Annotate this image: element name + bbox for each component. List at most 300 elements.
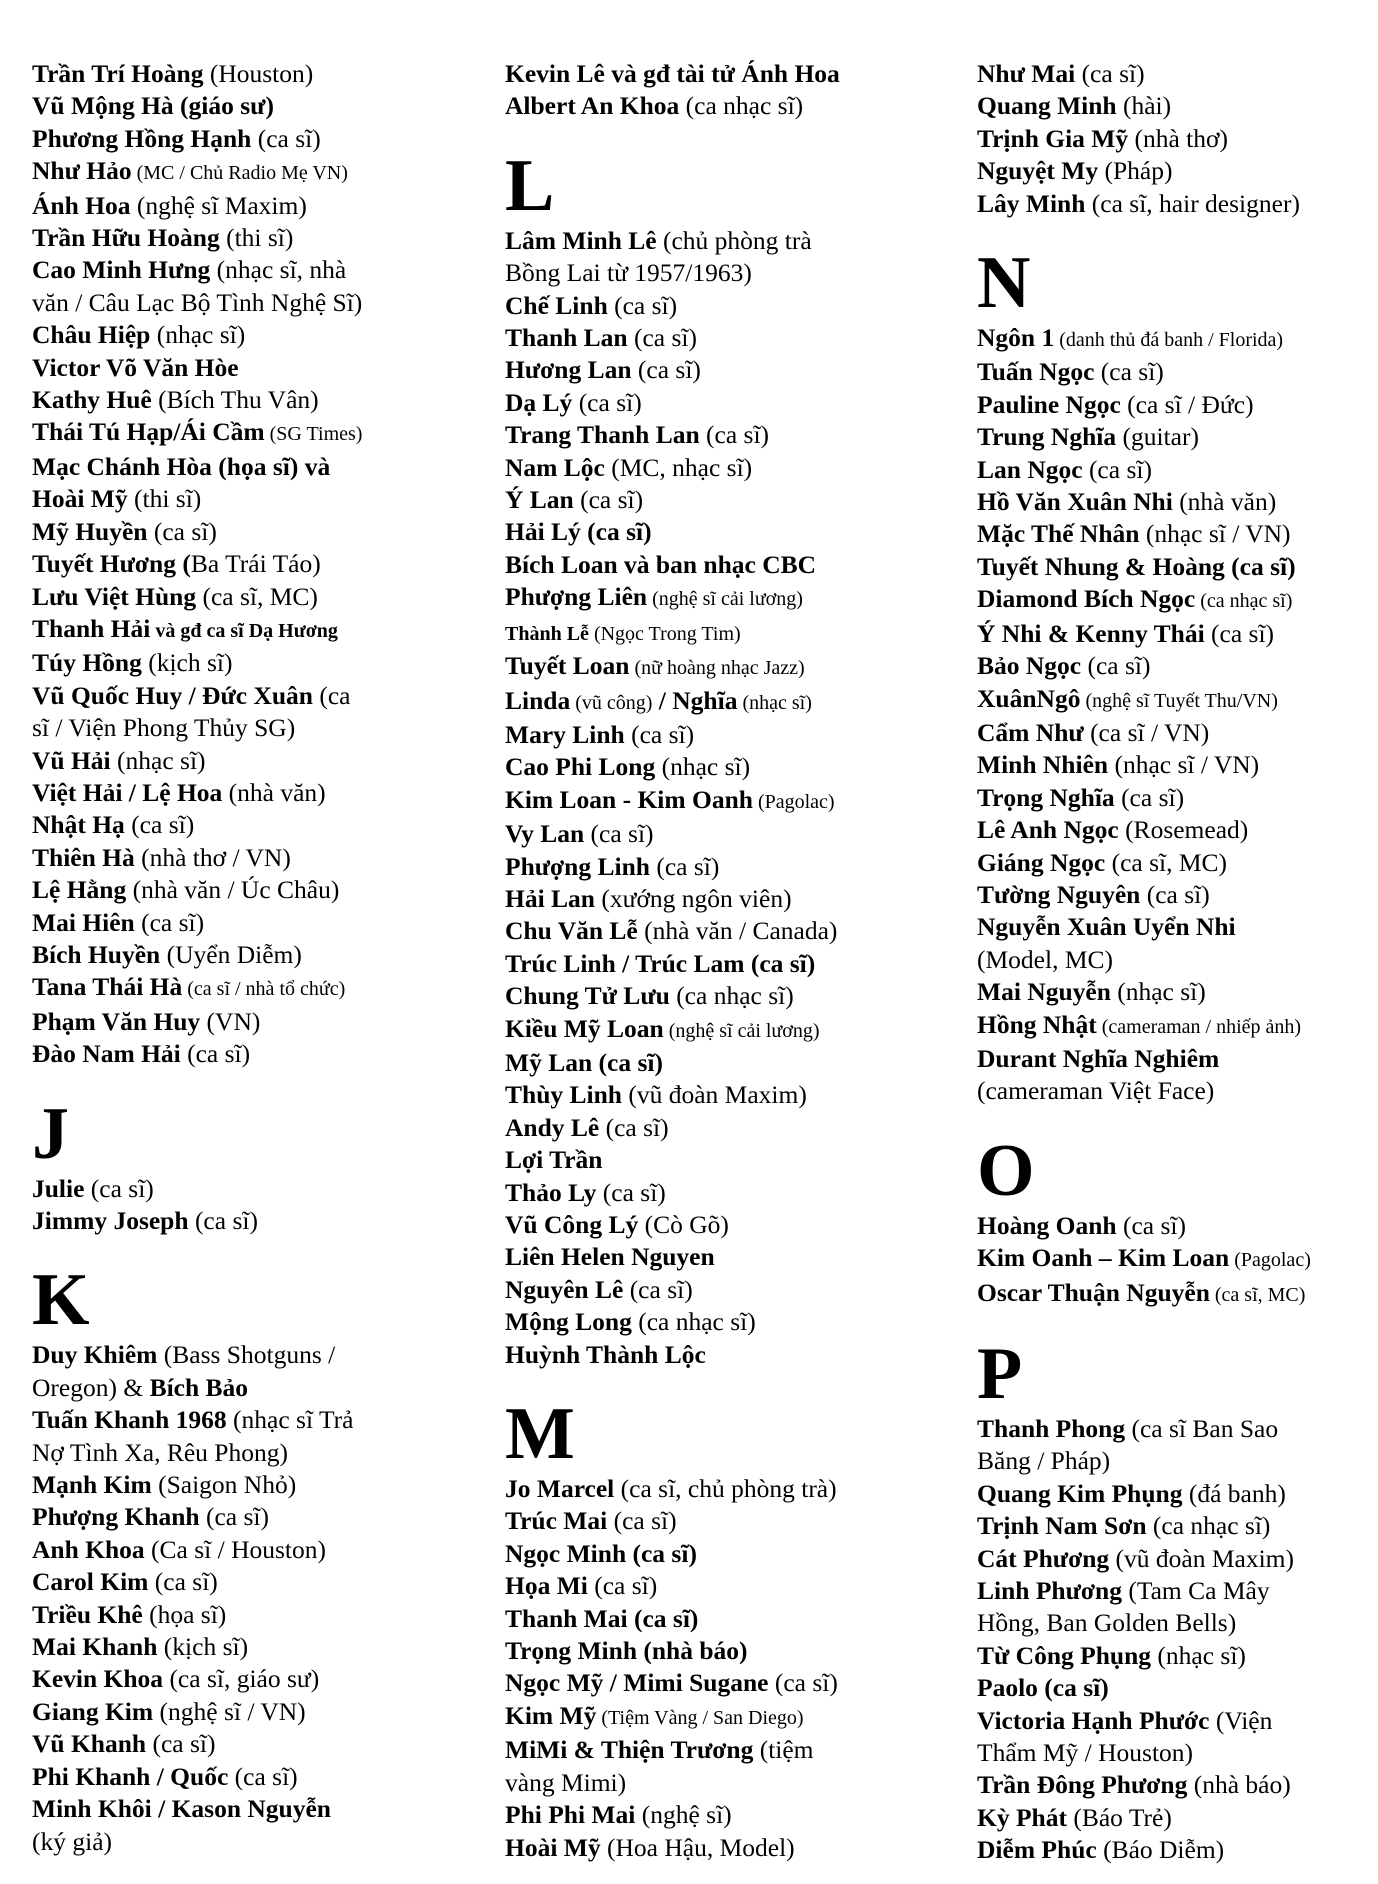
column-1	[32, 58, 462, 1858]
entry-name: Kỳ Phát	[977, 1802, 1067, 1832]
entry-line	[505, 387, 945, 419]
entry-name: Ngọc Mỹ / Mimi Sugane	[505, 1668, 769, 1698]
entry-line	[32, 451, 462, 483]
entry-name: Hải Lan	[505, 883, 595, 913]
entry-line	[977, 356, 1372, 388]
letter-section	[505, 58, 945, 123]
entry-line	[977, 518, 1372, 550]
entry-line	[977, 814, 1372, 846]
entry-name: Triều Khê	[32, 1599, 143, 1629]
entry-line	[505, 1274, 945, 1306]
entry-line	[32, 939, 462, 971]
entry-line	[977, 1640, 1372, 1672]
entry-note: (ca sĩ)	[1204, 618, 1275, 648]
entry-note: (nhạc sĩ)	[110, 745, 206, 775]
entry-line	[977, 389, 1372, 421]
entry-note: (đá banh)	[1182, 1478, 1286, 1508]
entry-note: (ca sĩ)	[147, 516, 217, 546]
entry-note: (nữ hoàng nhạc Jazz)	[629, 657, 805, 680]
entry-line	[505, 851, 945, 883]
entry-line	[32, 222, 462, 254]
entry-note: (VN)	[200, 1006, 261, 1036]
entry-note: (guitar)	[1116, 422, 1199, 452]
entry-line	[977, 911, 1372, 943]
entry-note: (Bass Shotguns /	[157, 1340, 336, 1370]
entry-name: Chu Văn Lễ	[505, 916, 638, 946]
entry-note: Hồng, Ban Golden Bells)	[977, 1608, 1237, 1638]
entry-name: Tuyết Nhung & Hoàng (ca sĩ)	[977, 551, 1296, 581]
entry-name: Hải Lý (ca sĩ)	[505, 517, 652, 547]
entry-name: Từ Công Phụng	[977, 1640, 1152, 1670]
entry-line	[977, 90, 1372, 122]
entry-name: Phượng Linh	[505, 851, 650, 881]
entry-name: Cao Phi Long	[505, 752, 656, 782]
entry-note: (ca sĩ)	[134, 907, 205, 937]
entry-note: (ca sĩ)	[607, 290, 678, 320]
entry-note: (ca sĩ)	[84, 1173, 154, 1203]
entry-note: (ca	[312, 680, 351, 710]
entry-name: Ánh Hoa	[32, 190, 131, 220]
entry-name: Trịnh Gia Mỹ	[977, 123, 1129, 153]
entry-line	[32, 647, 462, 679]
entry-name: Họa Mi	[505, 1571, 588, 1601]
entry-note: (Pháp)	[1098, 156, 1173, 186]
entry-note: (ca sĩ Ban Sao	[1125, 1414, 1279, 1443]
entry-name: Bích Loan và ban nhạc CBC	[505, 549, 817, 579]
section-letter-heading: M	[505, 1393, 575, 1476]
entry-line	[977, 1242, 1372, 1276]
entry-line	[505, 225, 945, 257]
entry-note: (ca sĩ)	[768, 1668, 838, 1698]
entry-line	[977, 1672, 1372, 1704]
entry-line	[32, 613, 462, 647]
entry-note: (ca sĩ, MC)	[1209, 1283, 1306, 1306]
entry-name: Phương Hồng Hạnh	[32, 123, 252, 153]
entry-note: (vũ đoàn Maxim)	[621, 1080, 807, 1110]
entry-name: Andy Lê	[505, 1112, 600, 1142]
entry-line	[505, 290, 945, 322]
entry-name: Nguyệt My	[977, 156, 1099, 186]
entry-note: Nợ Tình Xa, Rêu Phong)	[32, 1437, 288, 1467]
entry-line	[977, 155, 1372, 187]
entry-note: (ca sĩ)	[1116, 1210, 1186, 1240]
entry-note: (nhà văn)	[222, 777, 326, 807]
entry-name: Ngôn 1	[977, 323, 1055, 353]
entry-line	[32, 155, 462, 189]
entry-line	[505, 1177, 945, 1209]
entry-name: Thái Tú Hạp/Ái Cầm	[32, 417, 265, 447]
entry-name: Lệ Hằng	[32, 875, 127, 905]
entry-name: Trung Nghĩa	[977, 422, 1117, 452]
entry-line	[505, 616, 945, 650]
entry-note: (vũ đoàn Maxim)	[1109, 1543, 1294, 1573]
entry-note: (ký giả)	[32, 1826, 113, 1856]
entry-note: (Ngọc Trong Tim)	[588, 622, 741, 645]
entry-name: Mạc Chánh Hòa (họa sĩ) và	[32, 451, 331, 481]
entry-line	[977, 1445, 1372, 1477]
entry-name: Nam Lộc	[505, 452, 605, 482]
entry-note: (thi sĩ)	[127, 484, 202, 514]
entry-note: Băng / Pháp)	[977, 1446, 1111, 1476]
entry-line	[977, 1277, 1372, 1311]
entry-line	[977, 188, 1372, 220]
entry-note: (ca nhạc sĩ)	[679, 91, 804, 121]
entry-name: Phượng Liên	[505, 582, 648, 612]
entry-line	[32, 1501, 462, 1533]
entry-name: Mỹ Lan (ca sĩ)	[505, 1047, 663, 1077]
section-letter-heading: J	[32, 1092, 69, 1175]
entry-line	[505, 257, 945, 289]
entry-line	[977, 749, 1372, 781]
entry-name: Lây Minh	[977, 188, 1086, 218]
entry-line	[977, 683, 1372, 717]
entry-line	[505, 980, 945, 1012]
entry-name: Vũ Khanh	[32, 1729, 147, 1759]
entry-name: Mai Hiên	[32, 907, 135, 937]
entry-name: Thảo Ly	[505, 1177, 597, 1207]
entry-name: Albert An Khoa	[505, 91, 680, 121]
entry-line	[977, 1043, 1372, 1075]
entry-line	[505, 1013, 945, 1047]
entry-line	[32, 712, 462, 744]
entry-name: Châu Hiệp	[32, 320, 151, 350]
entry-note: (danh thủ đá banh / Florida)	[1054, 329, 1284, 352]
entry-line	[977, 583, 1372, 617]
entry-name: Kim Loan - Kim Oanh	[505, 784, 753, 814]
entry-note: (ca nhạc sĩ)	[1195, 590, 1293, 613]
entry-line	[32, 90, 462, 122]
entry-line	[505, 354, 945, 386]
entry-line	[505, 322, 945, 354]
entry-name: Trọng Minh (nhà báo)	[505, 1636, 748, 1666]
entry-line	[505, 1570, 945, 1602]
entry-line	[32, 809, 462, 841]
entry-name: Thanh Mai (ca sĩ)	[505, 1603, 699, 1633]
entry-note: (ca sĩ)	[1082, 454, 1152, 484]
entry-note: (ca nhạc sĩ)	[631, 1307, 756, 1337]
entry-note: (Viện	[1209, 1705, 1273, 1735]
entry-note: (ca sĩ)	[148, 1567, 218, 1597]
entry-note: (ca sĩ)	[623, 1274, 693, 1304]
entry-name: Dạ Lý	[505, 387, 573, 417]
entry-name: Chung Tử Lưu	[505, 981, 670, 1011]
entry-line	[32, 1566, 462, 1598]
entry-note: (ca sĩ / VN)	[1083, 717, 1210, 747]
entry-note: (nhạc sĩ / VN)	[1139, 519, 1291, 549]
entry-line	[32, 1372, 462, 1404]
section-letter-heading: L	[505, 144, 555, 227]
entry-name: Thiên Hà	[32, 842, 135, 872]
entry-note: (Cò Gõ)	[638, 1210, 729, 1239]
entry-line	[505, 1700, 945, 1734]
entry-note: (ca sĩ)	[199, 1502, 270, 1532]
entry-name: Trần Hữu Hoàng	[32, 223, 220, 253]
entry-name: Nguyên Lê	[505, 1274, 624, 1304]
entry-line	[32, 1761, 462, 1793]
entry-name: Ngọc Minh (ca sĩ)	[505, 1538, 697, 1568]
entry-note: (cameraman Việt Face)	[977, 1076, 1215, 1106]
entry-line	[32, 1038, 462, 1070]
entry-name: Mary Linh	[505, 719, 625, 749]
entry-line	[505, 1241, 945, 1273]
letter-section	[977, 58, 1372, 220]
entry-note: (ca sĩ)	[596, 1177, 666, 1207]
entry-line	[32, 1469, 462, 1501]
entry-note: (Hoa Hậu, Model)	[600, 1832, 795, 1862]
entry-note: (nhạc sĩ, nhà	[210, 255, 347, 285]
entry-note: (ca sĩ)	[180, 1039, 251, 1069]
entry-name: Quang Kim Phụng	[977, 1478, 1183, 1508]
entry-name: Bích Huyền	[32, 939, 161, 969]
entry-line	[32, 1696, 462, 1728]
entry-line	[505, 1734, 945, 1766]
entry-line	[32, 548, 462, 580]
entry-line	[977, 1607, 1372, 1639]
entry-note: (Pagolac)	[1229, 1249, 1311, 1272]
entry-name: Phi Khanh / Quốc	[32, 1761, 229, 1791]
entry-name: và gđ ca sĩ Dạ Hương	[150, 619, 338, 642]
entry-name: Như Mai	[977, 59, 1076, 88]
entry-note: (nhạc sĩ)	[150, 320, 246, 350]
letter-section	[977, 1333, 1372, 1867]
entry-note: (ca sĩ / nhà tổ chức)	[182, 978, 346, 1001]
entry-line	[505, 1767, 945, 1799]
entry-name: Mạnh Kim	[32, 1470, 152, 1500]
entry-note: (nghệ sĩ)	[635, 1800, 732, 1830]
entry-line	[977, 421, 1372, 453]
entry-line	[32, 1599, 462, 1631]
entry-line	[505, 751, 945, 783]
entry-note: (ca sĩ)	[228, 1761, 298, 1791]
entry-name: Hồng Nhật	[977, 1009, 1097, 1039]
entry-note: (MC / Chủ Radio Mẹ VN)	[131, 162, 348, 185]
entry-line	[977, 1075, 1372, 1107]
entry-name: Bích Bảo	[149, 1372, 249, 1402]
entry-line	[32, 1173, 462, 1205]
entry-note: (ca nhạc sĩ)	[669, 981, 794, 1011]
entry-note: (ca sĩ)	[699, 420, 770, 450]
entry-note: (nhạc sĩ)	[1110, 977, 1206, 1007]
entry-note: (Model, MC)	[977, 944, 1113, 974]
entry-name: Tuyết Hương (	[32, 549, 191, 579]
entry-name: Tuyết Loan	[505, 651, 630, 681]
entry-line	[977, 1769, 1372, 1801]
entry-note: (SG Times)	[264, 423, 363, 446]
entry-line	[977, 650, 1372, 682]
entry-line	[505, 1144, 945, 1176]
entry-name: Kathy Huê	[32, 385, 152, 415]
entry-line	[977, 1737, 1372, 1769]
entry-line	[32, 416, 462, 450]
entry-note: (ca sĩ)	[1081, 651, 1151, 681]
entry-name: Mặc Thế Nhân	[977, 519, 1140, 549]
entry-name: Lan Ngọc	[977, 454, 1083, 484]
entry-line	[505, 685, 945, 719]
entry-name: Phi Phi Mai	[505, 1800, 636, 1830]
entry-note: (Báo Trẻ)	[1066, 1802, 1172, 1832]
entry-line	[32, 1631, 462, 1663]
entry-name: Victor Võ Văn Hòe	[32, 352, 239, 382]
entry-note: (chủ phòng trà	[656, 225, 812, 255]
entry-line	[505, 784, 945, 818]
entry-note: Thẩm Mỹ / Houston)	[977, 1738, 1194, 1768]
entry-line	[505, 883, 945, 915]
entry-line	[977, 123, 1372, 155]
entry-line	[32, 516, 462, 548]
entry-line	[977, 782, 1372, 814]
entry-note: (ca sĩ)	[1075, 59, 1145, 88]
entry-line	[32, 1728, 462, 1760]
entry-note: Bồng Lai từ 1957/1963)	[505, 258, 752, 288]
entry-note: (nghệ sĩ Maxim)	[130, 190, 307, 220]
entry-note: Oregon) &	[32, 1372, 150, 1402]
entry-note: (ca sĩ, MC)	[196, 581, 318, 611]
entry-name: Vũ Quốc Huy / Đức Xuân	[32, 680, 313, 710]
entry-note: (ca sĩ)	[1094, 357, 1164, 387]
entry-name: Huỳnh Thành Lộc	[505, 1339, 706, 1369]
entry-note: (Bích Thu Vân)	[151, 385, 319, 415]
entry-name: Đào Nam Hải	[32, 1039, 181, 1069]
entry-name: Kevin Khoa	[32, 1664, 164, 1694]
entry-line	[505, 581, 945, 615]
entry-note: (thi sĩ)	[219, 223, 294, 253]
entry-line	[32, 1006, 462, 1038]
section-letter-heading: P	[977, 1333, 1023, 1415]
entry-line	[505, 650, 945, 684]
entry-name: Bảo Ngọc	[977, 651, 1082, 681]
entry-note: (ca sĩ)	[146, 1729, 216, 1759]
entry-name: Thùy Linh	[505, 1080, 622, 1110]
entry-note: (nhạc sĩ Trả	[226, 1405, 354, 1435]
entry-note: (ca nhạc sĩ)	[1146, 1511, 1271, 1541]
entry-name: Trúc Linh / Trúc Lam (ca sĩ)	[505, 948, 816, 978]
entry-line	[505, 1306, 945, 1338]
entry-line	[977, 879, 1372, 911]
entry-line	[505, 90, 945, 122]
entry-name: Phượng Khanh	[32, 1502, 200, 1532]
entry-line	[32, 352, 462, 384]
entry-line	[32, 254, 462, 286]
entry-name: MiMi & Thiện Trương	[505, 1735, 754, 1765]
entry-name: Thành Lễ	[505, 622, 589, 645]
entry-name: Anh Khoa	[32, 1534, 145, 1564]
entry-line	[32, 680, 462, 712]
entry-line	[505, 1505, 945, 1537]
entry-note: (Pagolac)	[752, 790, 835, 813]
entry-name: Như Hảo	[32, 156, 132, 186]
entry-note: (ca sĩ)	[607, 1506, 677, 1536]
entry-name: Phạm Văn Huy	[32, 1006, 201, 1036]
entry-line	[32, 1339, 462, 1371]
entry-note: (nghệ sĩ cải lương)	[647, 588, 803, 611]
letter-section	[977, 1129, 1372, 1311]
entry-note: (ca sĩ, chủ phòng trà)	[614, 1474, 837, 1504]
entry-name: Kim Oanh – Kim Loan	[977, 1243, 1230, 1273]
entry-name: Giang Kim	[32, 1696, 154, 1726]
entry-line	[977, 486, 1372, 518]
entry-note: (nhà báo)	[1187, 1770, 1291, 1800]
section-letter-heading: K	[32, 1259, 90, 1342]
entry-line	[32, 384, 462, 416]
entry-note: (ca sĩ)	[572, 387, 642, 417]
entry-line	[977, 551, 1372, 583]
entry-line	[32, 907, 462, 939]
entry-name: Nguyễn Xuân Uyển Nhi	[977, 912, 1236, 942]
entry-note: (ca sĩ)	[1114, 782, 1185, 812]
entry-line	[505, 818, 945, 850]
entry-note: (hài)	[1116, 91, 1172, 121]
entry-note: (Saigon Nhỏ)	[151, 1470, 297, 1500]
entry-line	[977, 322, 1372, 356]
entry-name: Pauline Ngọc	[977, 389, 1121, 419]
entry-name: Hoàng Oanh	[977, 1210, 1117, 1240]
entry-note: (Rosemead)	[1118, 815, 1249, 845]
entry-line	[977, 976, 1372, 1008]
entry-line	[977, 1478, 1372, 1510]
entry-line	[505, 948, 945, 980]
entry-line	[977, 1210, 1372, 1242]
entry-note: (Ca sĩ / Houston)	[144, 1534, 326, 1564]
entry-name: / Nghĩa	[652, 685, 738, 715]
entry-name: Hương Lan	[505, 355, 632, 385]
entry-line	[505, 1209, 945, 1241]
entry-name: Trang Thanh Lan	[505, 420, 700, 450]
entry-note: (ca sĩ)	[584, 819, 654, 849]
entry-name: Túy Hồng	[32, 648, 142, 678]
entry-name: Kim Mỹ	[505, 1700, 597, 1730]
entry-line	[32, 1793, 462, 1825]
letter-section	[977, 242, 1372, 1108]
entry-name: Thanh Hải	[32, 613, 151, 643]
entry-line	[505, 549, 945, 581]
entry-name: Minh Khôi / Kason Nguyễn	[32, 1794, 331, 1824]
entry-note: (họa sĩ)	[142, 1599, 227, 1629]
entry-name: Thanh Lan	[505, 323, 628, 353]
entry-line	[32, 874, 462, 906]
entry-line	[32, 842, 462, 874]
entry-note: (ca sĩ)	[631, 355, 701, 385]
entry-name: Vũ Mộng Hà (giáo sư)	[32, 91, 274, 121]
entry-note: (nghệ sĩ cải lương)	[663, 1019, 820, 1042]
entry-line	[977, 1575, 1372, 1607]
entry-line	[977, 1705, 1372, 1737]
entry-name: Mai Khanh	[32, 1632, 158, 1662]
entry-line	[505, 419, 945, 451]
entry-note: (xướng ngôn viên)	[595, 883, 792, 913]
entry-line	[505, 1667, 945, 1699]
entry-line	[32, 745, 462, 777]
entry-line	[505, 915, 945, 947]
entry-note: Ba Trái Táo)	[190, 549, 321, 579]
entry-note: (ca sĩ)	[124, 810, 195, 840]
entry-name: Lưu Việt Hùng	[32, 581, 197, 611]
entry-note: (ca sĩ)	[624, 719, 695, 749]
column-2	[505, 58, 945, 1864]
entry-note: (kịch sĩ)	[157, 1632, 249, 1662]
entry-name: Victoria Hạnh Phước	[977, 1705, 1210, 1735]
letter-section	[32, 58, 462, 1071]
entry-note: (Tam Ca Mây	[1121, 1576, 1270, 1606]
entry-name: Ý Nhi & Kenny Thái	[977, 618, 1205, 648]
entry-line	[505, 1047, 945, 1079]
entry-note: (nhạc sĩ)	[1151, 1640, 1246, 1670]
entry-note: (nhà thơ)	[1128, 123, 1228, 153]
entry-name: Mai Nguyễn	[977, 977, 1111, 1007]
entry-name: Lâm Minh Lê	[505, 225, 657, 255]
entry-name: Vũ Hải	[32, 745, 111, 775]
entry-line	[505, 452, 945, 484]
entry-line	[977, 944, 1372, 976]
